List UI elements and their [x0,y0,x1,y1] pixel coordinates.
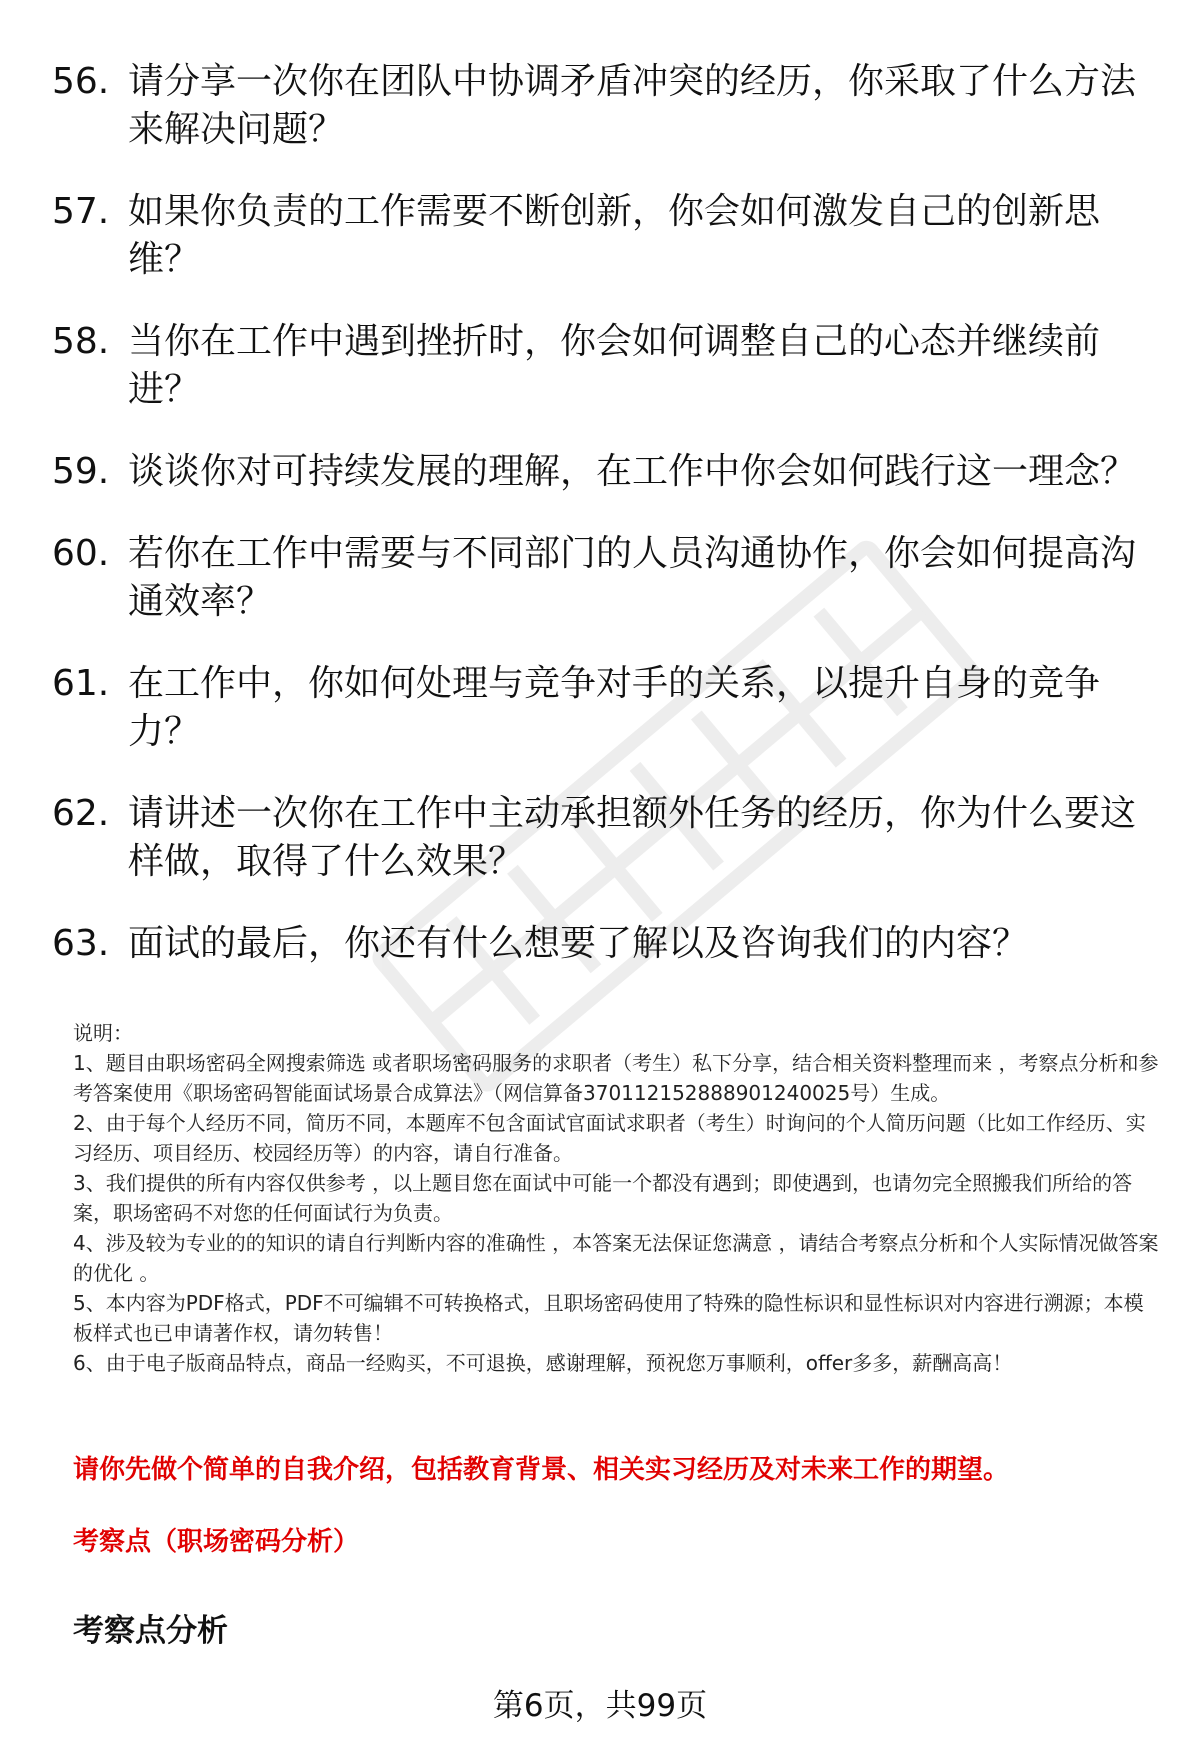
question-number: 63. [52,923,110,964]
question-item [52,448,1152,496]
page-footer: 第6页，共99页 [492,1688,708,1724]
note-item: 6、由于电子版商品特点，商品一经购买，不可退换，感谢理解，预祝您万事顺利，offer多多，薪酬高高！ [73,1351,1013,1375]
question-item [52,790,1152,886]
question-number: 60. [52,533,110,574]
question-item [52,318,1152,414]
notes-heading: 说明： [73,1021,133,1045]
question-text: 请讲述一次你在工作中主动承担额外任务的经历，你为什么要这样做，取得了什么效果？ [128,793,1137,882]
note-item: 5、本内容为PDF格式，PDF不可编辑不可转换格式，且职场密码使用了特殊的隐性标识和显性标识对内容进行溯源；本模板样式也已申请著作权，请勿转售！ [73,1291,1144,1345]
question-text: 如果你负责的工作需要不断创新，你会如何激发自己的创新思维？ [128,191,1101,280]
note-item: 3、我们提供的所有内容仅供参考 ，以上题目您在面试中可能一个都没有遇到；即使遇到，也请勿完全照搬我们所给的答案，职场密码不对您的任何面试行为负责。 [73,1171,1133,1225]
question-number: 59. [52,451,110,492]
note-item: 2、由于每个人经历不同，简历不同，本题库不包含面试官面试求职者（考生）时询问的个人简历问题（比如工作经历、实习经历、项目经历、校园经历等）的内容，请自行准备。 [73,1111,1146,1165]
question-item [52,660,1152,756]
question-number: 61. [52,663,110,704]
question-text: 请分享一次你在团队中协调矛盾冲突的经历，你采取了什么方法来解决问题？ [128,61,1137,150]
question-item [52,58,1152,154]
question-text: 若你在工作中需要与不同部门的人员沟通协作，你会如何提高沟通效率？ [128,533,1137,622]
section-title: 考察点分析 [73,1613,228,1649]
question-item [52,920,1152,968]
notes-section [73,1018,1163,1378]
question-item [52,530,1152,626]
highlight-question: 请你先做个简单的自我介绍，包括教育背景、相关实习经历及对未来工作的期望。 [73,1455,1010,1485]
question-number: 56. [52,61,110,102]
highlight-subheading: 考察点（职场密码分析） [73,1527,360,1557]
note-item: 4、涉及较为专业的的知识的请自行判断内容的准确性 ，本答案无法保证您满意 ，请结合考察点分析和个人实际情况做答案的优化 。 [73,1231,1159,1285]
question-number: 57. [52,191,110,232]
question-text: 当你在工作中遇到挫折时，你会如何调整自己的心态并继续前进？ [128,321,1101,410]
question-number: 62. [52,793,110,834]
question-text: 在工作中，你如何处理与竞争对手的关系，以提升自身的竞争力？ [128,663,1101,752]
question-list [52,58,1152,1002]
question-item [52,188,1152,284]
question-number: 58. [52,321,110,362]
question-text: 谈谈你对可持续发展的理解，在工作中你会如何践行这一理念？ [128,451,1137,492]
note-item: 1、题目由职场密码全网搜索筛选 或者职场密码服务的求职者（考生）私下分享，结合相关资料整理而来 ，考察点分析和参考答案使用《职场密码智能面试场景合成算法》（网信算备370112152888901240025号）生成。 [73,1051,1159,1105]
question-text: 面试的最后，你还有什么想要了解以及咨询我们的内容？ [128,923,1029,964]
